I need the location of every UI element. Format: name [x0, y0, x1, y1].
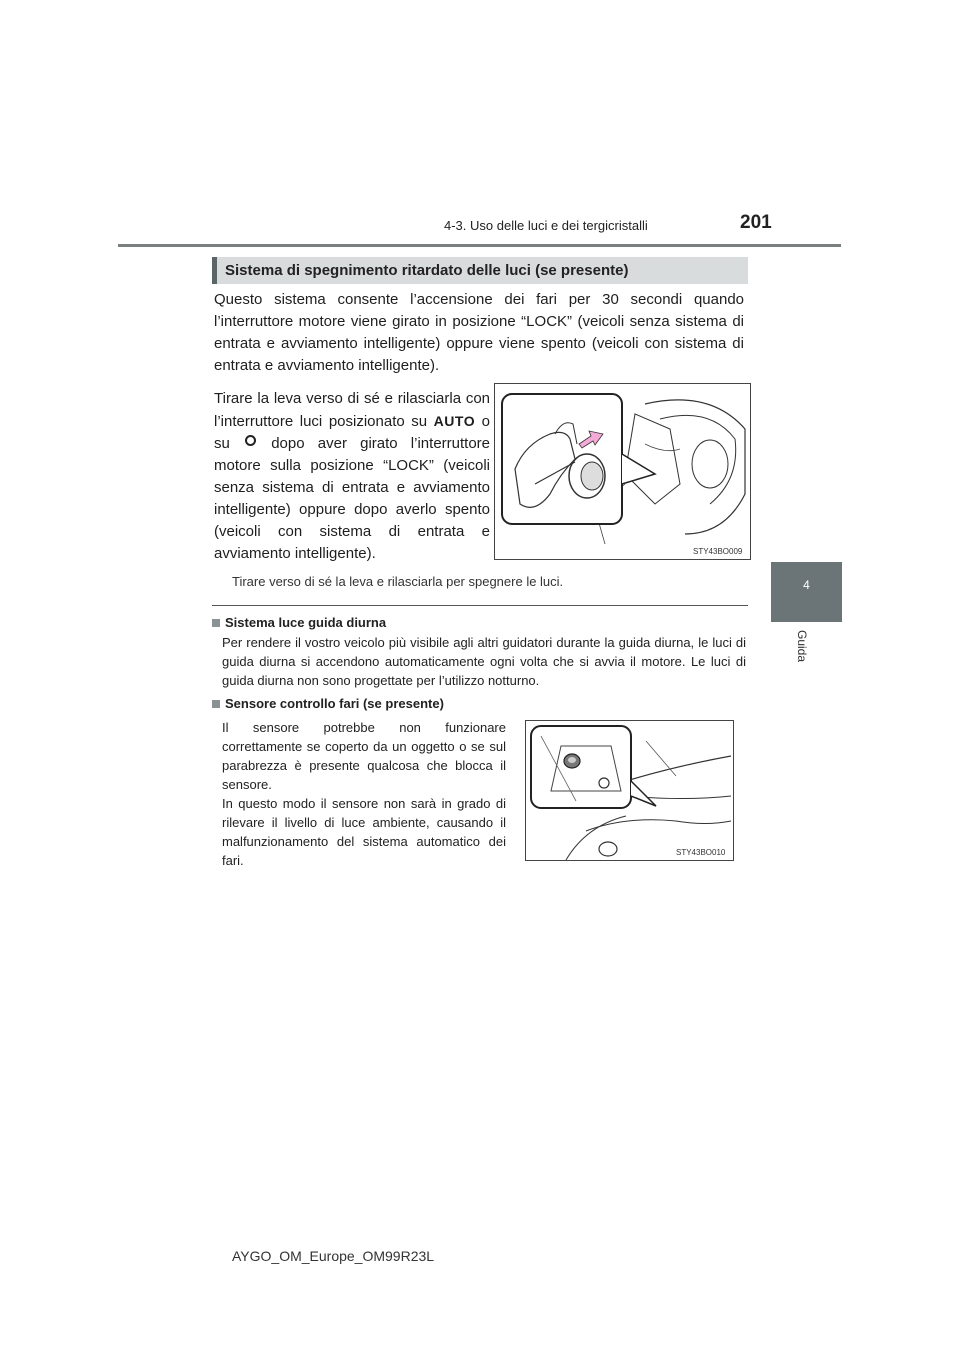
section-divider — [212, 605, 748, 606]
sensor-heading — [212, 696, 444, 711]
sensor-illustration — [525, 720, 734, 861]
chapter-tab-number: 4 — [803, 578, 810, 592]
chapter-tab-label: Guida — [795, 630, 809, 663]
section-heading-bar — [212, 257, 748, 284]
footer-doc-code: AYGO_OM_Europe_OM99R23L — [232, 1248, 435, 1264]
sensor-text — [222, 718, 506, 870]
lever-illustration-drawing — [495, 384, 750, 559]
instruction-text-b: o su — [214, 413, 490, 452]
turn-off-note: Tirare verso di sé la leva e rilasciarla per spegnere le luci. — [232, 574, 564, 589]
bullet-square-icon — [212, 700, 220, 708]
chapter-tab — [771, 562, 842, 622]
header-rule — [118, 244, 841, 247]
sensor-heading-text: Sensore controllo fari (se presente) — [225, 696, 444, 711]
daylight-heading-text: Sistema luce guida diurna — [225, 615, 387, 630]
header-section-title: 4-3. Uso delle luci e dei tergicristalli — [444, 218, 648, 233]
bullet-square-icon — [212, 619, 220, 627]
section-heading-title: Sistema di spegnimento ritardato delle luci (se presente) — [225, 262, 629, 279]
intro-paragraph: Questo sistema consente l’accensione dei fari per 30 secondi quando l’interruttore motore viene girato in posizione “LOCK” (veicoli senza sistema di entrata e avviamento intelligente) oppure viene spento (veicoli con sistema di entrata e avviamento intelligente). — [214, 291, 744, 374]
sensor-illustration-drawing — [526, 721, 733, 860]
page-number: 201 — [740, 212, 772, 233]
section-heading-accent — [212, 257, 217, 284]
sensor-text-2: In questo modo il sensore non sarà in grado di rilevare il livello di luce ambiente, causando il malfunzionamento del sistema automatico dei fari. — [222, 796, 506, 868]
daylight-heading — [212, 615, 386, 630]
sensor-text-1: Il sensore potrebbe non funzionare correttamente se coperto da un oggetto o se sul parabrezza è presente qualcosa che blocca il sensore. — [222, 720, 506, 792]
auto-switch-symbol: AUTO — [433, 413, 476, 429]
figure1-code: STY43BO009 — [693, 547, 743, 556]
headlight-ring-icon — [245, 435, 256, 446]
figure2-code: STY43BO010 — [676, 848, 726, 857]
daylight-text: Per rendere il vostro veicolo più visibile agli altri guidatori durante la guida diurna, le luci di guida diurna si accendono automaticamente ogni volta che si avvia il motore. Le luci di guida diurna non sono progettate per l’utilizzo notturno. — [222, 635, 746, 688]
instruction-text-a: Tirare la leva verso di sé e rilasciarla con l’interruttore luci posizionato su — [214, 390, 490, 430]
lever-illustration — [494, 383, 751, 560]
instruction-text-c: dopo aver girato l’interruttore motore sulla posizione “LOCK” (veicoli senza sistema di entrata e avviamento intelligente) oppure dopo averlo spento (veicoli con sistema di entrata e avviamento intelligente). — [214, 435, 491, 562]
instruction-paragraph — [214, 388, 490, 565]
